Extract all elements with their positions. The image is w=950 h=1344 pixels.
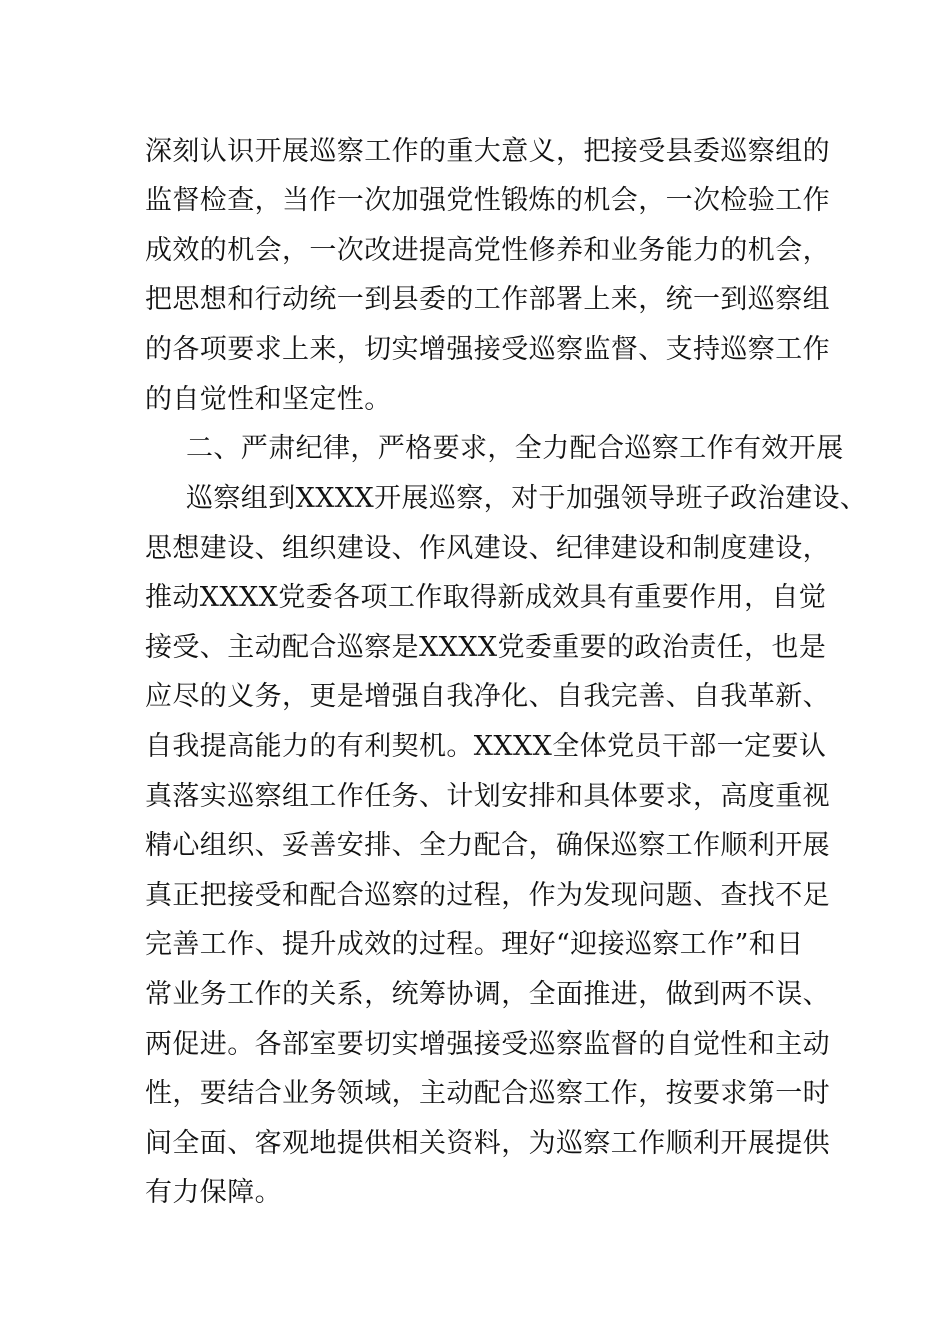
text-line: 两促进。各部室要切实增强接受巡察监督的自觉性和主动	[145, 1029, 830, 1060]
text-line: 思想建设、组织建设、作风建设、纪律建设和制度建设，	[145, 533, 830, 564]
text-line: 性，要结合业务领域，主动配合巡察工作，按要求第一时	[145, 1078, 830, 1109]
text-line: 深刻认识开展巡察工作的重大意义，把接受县委巡察组的	[145, 136, 830, 167]
text-line: 真正把接受和配合巡察的过程，作为发现问题、查找不足	[145, 880, 830, 911]
text-line: 间全面、客观地提供相关资料，为巡察工作顺利开展提供	[145, 1128, 830, 1159]
text-line: 把思想和行动统一到县委的工作部署上来，统一到巡察组	[145, 284, 830, 315]
text-line: 常业务工作的关系，统筹协调，全面推进，做到两不误、	[145, 979, 830, 1010]
text-line: 巡察组到XXXX开展巡察，对于加强领导班子政治建设、	[186, 483, 868, 514]
text-line: 自我提高能力的有利契机。XXXX全体党员干部一定要认	[145, 731, 827, 762]
text-line: 推动XXXX党委各项工作取得新成效具有重要作用，自觉	[145, 582, 827, 613]
text-line: 的各项要求上来，切实增强接受巡察监督、支持巡察工作	[145, 334, 830, 365]
text-line: 接受、主动配合巡察是XXXX党委重要的政治责任，也是	[145, 632, 827, 663]
text-line: 的自觉性和坚定性。	[145, 384, 392, 415]
text-line: 精心组织、妥善安排、全力配合，确保巡察工作顺利开展	[145, 830, 830, 861]
text-line: 真落实巡察组工作任务、计划安排和具体要求，高度重视	[145, 781, 830, 812]
text-line: 完善工作、提升成效的过程。理好“迎接巡察工作”和日	[145, 929, 804, 960]
text-line: 成效的机会，一次改进提高党性修养和业务能力的机会，	[145, 235, 830, 266]
text-line: 应尽的义务，更是增强自我净化、自我完善、自我革新、	[145, 681, 830, 712]
text-line: 监督检查，当作一次加强党性锻炼的机会，一次检验工作	[145, 185, 830, 216]
text-line: 有力保障。	[145, 1177, 282, 1208]
section-heading: 二、严肃纪律，严格要求，全力配合巡察工作有效开展	[186, 433, 844, 464]
